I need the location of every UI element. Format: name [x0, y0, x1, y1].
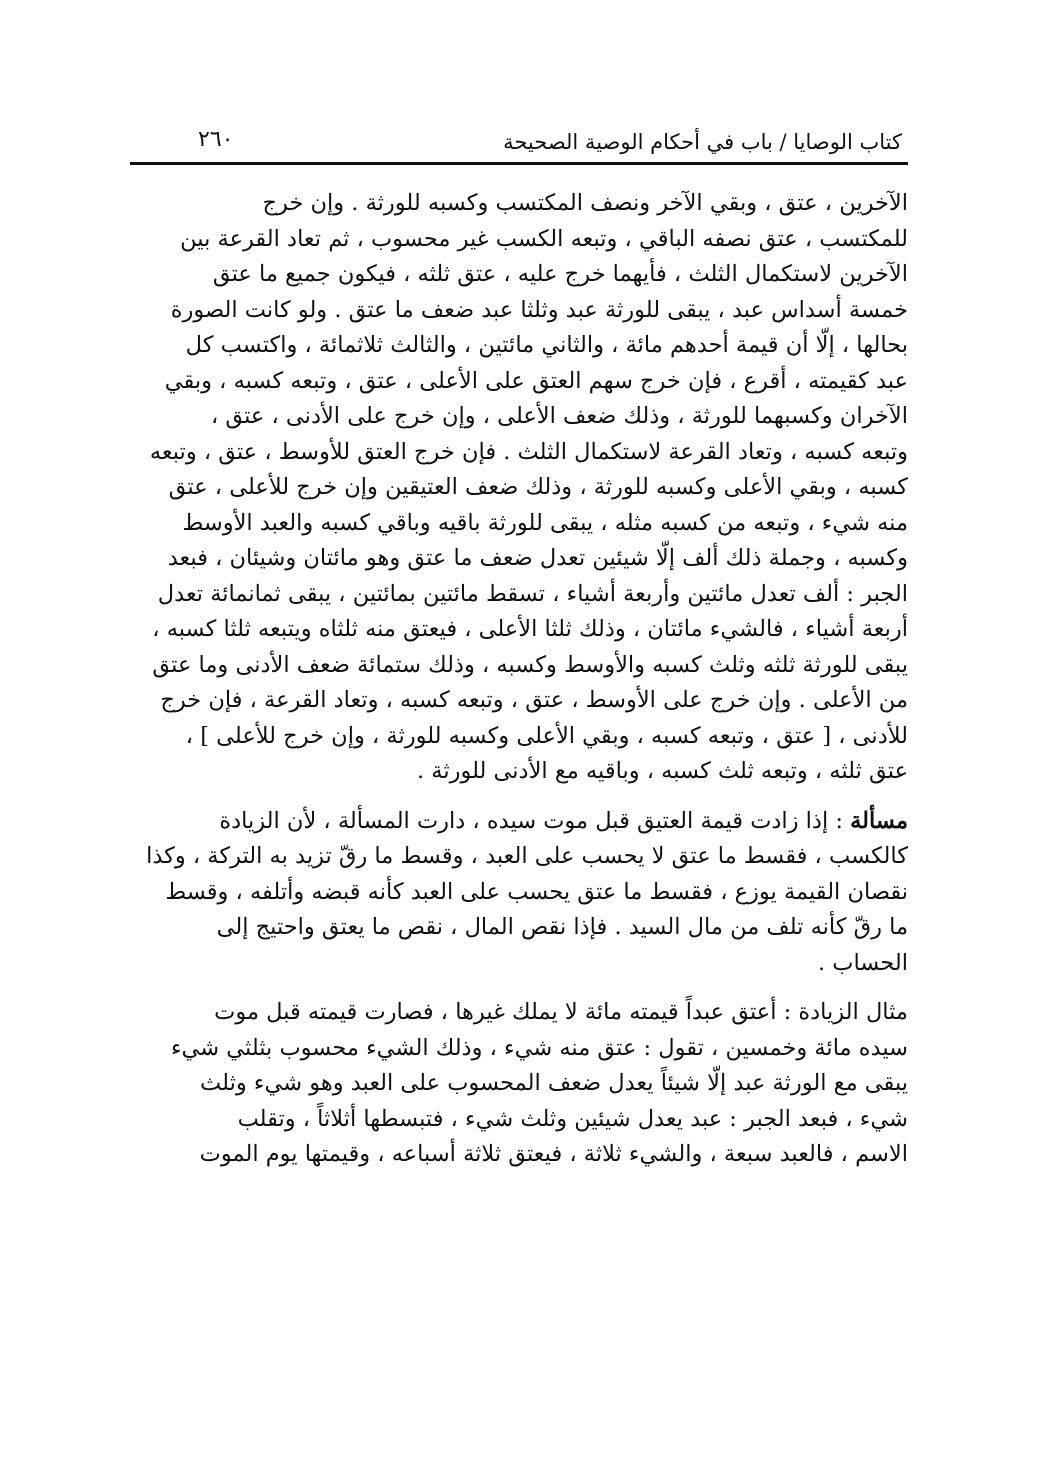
text-line: عتق ثلثه ، وتبعه ثلث كسبه ، وباقيه مع الأدنى للورثة . — [416, 758, 908, 784]
text-line: نقصان القيمة يوزع ، فقسط ما عتق يحسب على العبد كأنه قبضه وأتلفه ، وقسط — [165, 878, 908, 905]
text-line: وكسبه ، وجملة ذلك ألف إلّا شيئين تعدل ضعف ما عتق وهو مائتان وشيئان ، فبعد — [167, 545, 908, 571]
text-line: الاسم ، فالعبد سبعة ، والشيء ثلاثة ، فيعتق ثلاثة أسباعه ، وقيمتها يوم الموت — [199, 1141, 908, 1167]
text-line: سيده مائة وخمسين ، تقول : عتق منه شيء ، وذلك الشيء محسوب بثلثي شيء — [170, 1034, 908, 1061]
text-line: للأدنى ، [ عتق ، وتبعه كسبه ، وبقي الأعلى وكسبه للورثة ، وإن خرج للأعلى ] ، — [185, 722, 908, 749]
text-line: عبد كقيمته ، أقرع ، فإن خرج سهم العتق على الأعلى ، عتق ، وتبعه كسبه ، وبقي — [164, 367, 908, 394]
text-line: يبقى للورثة ثلثه وثلث كسبه والأوسط وكسبه ، وذلك ستمائة ضعف الأدنى وما عتق — [152, 651, 908, 678]
text-line: وتبعه كسبه ، وتعاد القرعة لاستكمال الثلث . فإن خرج العتق للأوسط ، عتق ، وتبعه — [149, 438, 908, 465]
text-line: يبقى مع الورثة عبد إلّا شيئاً يعدل ضعف المحسوب على العبد وهو شيء وثلث — [200, 1070, 908, 1096]
paragraph-increase-example — [130, 995, 908, 1173]
text-line: من الأعلى . وإن خرج على الأوسط ، عتق ، وتبعه كسبه ، وتعاد القرعة ، فإن خرج — [160, 687, 908, 713]
text-line: للمكتسب ، عتق نصفه الباقي ، وتبعه الكسب غير محسوب ، ثم تعاد القرعة بين — [180, 225, 908, 252]
text-line: كالكسب ، فقسط ما عتق لا يحسب على العبد ، وقسط ما رقّ تزيد به التركة ، وكذا — [146, 843, 908, 869]
page-number: ٢٦٠ — [198, 127, 234, 152]
text-line: أربعة أشياء ، فالشيء مائتان ، وذلك ثلثا الأعلى ، فيعتق منه ثلثاه ويتبعه ثلثا كسبه ، — [152, 616, 908, 642]
text-line: الآخران وكسبهما للورثة ، وذلك ضعف الأعلى ، وإن خرج على الأدنى ، عتق ، — [210, 403, 908, 429]
text-line: منه شيء ، وتبعه من كسبه مثله ، يبقى للورثة باقيه وباقي كسبه والعبد الأوسط — [182, 509, 908, 536]
text-line: الحساب . — [817, 949, 908, 976]
paragraph-issue — [130, 804, 908, 982]
page-body — [130, 186, 908, 1173]
text-line: الآخرين لاستكمال الثلث ، فأيهما خرج عليه ، عتق ثلثه ، فيكون جميع ما عتق — [212, 261, 908, 287]
text-line: كسبه ، وبقي الأعلى وكسبه للورثة ، وذلك ضعف العتيقين وإن خرج للأعلى ، عتق — [168, 474, 908, 500]
text-line: الآخرين ، عتق ، وبقي الآخر ونصف المكتسب وكسبه للورثة . وإن خرج — [262, 190, 908, 216]
text-line: بحالها ، إلّا أن قيمة أحدهم مائة ، والثاني مائتين ، والثالث ثلاثمائة ، واكتسب كل — [185, 332, 908, 358]
text-line: خمسة أسداس عبد ، يبقى للورثة عبد وثلثا عبد ضعف ما عتق . ولو كانت الصورة — [170, 296, 908, 323]
book-page — [130, 120, 908, 1460]
issue-label: مسألة — [850, 807, 908, 834]
paragraph-manumission-lots — [130, 186, 908, 790]
text-line: الجبر : ألف تعدل مائتين وأربعة أشياء ، تسقط مائتين بمائتين ، يبقى ثمانمائة تعدل — [157, 580, 908, 607]
chapter-title: كتاب الوصايا / باب في أحكام الوصية الصحيحة — [503, 130, 902, 154]
text-line: ما رقّ كأنه تلف من مال السيد . فإذا نقص المال ، نقص ما يعتق واحتيج إلى — [216, 914, 908, 940]
text-line: شيء ، فبعد الجبر : عبد يعدل شيئين وثلث شيء ، فتبسطها أثلاثاً ، وتقلب — [237, 1105, 908, 1132]
text-fragment: : إذا زادت قيمة العتيق قبل موت سيده ، دارت المسألة ، لأن الزيادة — [219, 807, 851, 834]
text-line — [130, 804, 908, 840]
text-line: مثال الزيادة : أعتق عبداً قيمته مائة لا يملك غيرها ، فصارت قيمته قبل موت — [214, 999, 908, 1025]
running-header — [130, 120, 908, 165]
